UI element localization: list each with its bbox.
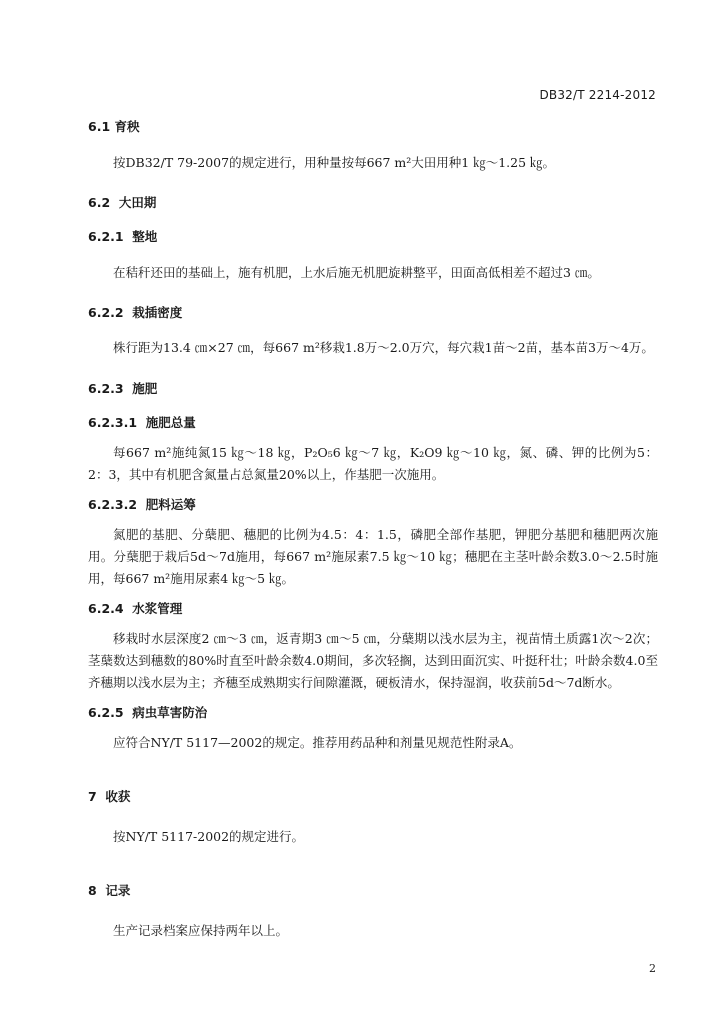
paragraph-6-1: 按DB32/T 79-2007的规定进行，用种量按每667 m²大田用种1 ㎏～1.25 ㎏。	[113, 155, 556, 170]
heading-6-2-3-2: 6.2.3.2 肥料运筹	[88, 497, 196, 512]
document-body	[88, 118, 658, 942]
heading-7: 7 收获	[88, 789, 131, 804]
paragraph-6-2-1: 在秸秆还田的基础上，施有机肥，上水后施无机肥旋耕整平，田面高低相差不超过3 ㎝。	[113, 265, 600, 280]
heading-6-2-3: 6.2.3 施肥	[88, 381, 158, 396]
heading-6-1: 6.1 育秧	[88, 119, 140, 134]
paragraph-6-2-4: 移栽时水层深度2 ㎝～3 ㎝，返青期3 ㎝～5 ㎝，分蘖期以浅水层为主，视苗情土质露1次～2次；茎蘖数达到穗数的80%时直至叶龄余数4.0期间，多次轻搁，达到田面沉实、叶挺秆壮；叶龄余数4.0至齐穗期以浅水层为主；齐穗至成熟期实行间隙灌溉，硬板清水，保持湿润，收获前5d～7d断水。	[88, 631, 658, 690]
paragraph-6-2-3-1: 每667 m²施纯氮15 ㎏～18 ㎏，P₂O₅6 ㎏～7 ㎏，K₂O9 ㎏～10 ㎏，氮、磷、钾的比例为5：2：3，其中有机肥含氮量占总氮量20%以上，作基肥一次施用。	[88, 445, 658, 482]
heading-6-2-4: 6.2.4 水浆管理	[88, 601, 183, 616]
heading-6-2-1: 6.2.1 整地	[88, 229, 158, 244]
heading-8: 8 记录	[88, 883, 131, 898]
heading-6-2-5: 6.2.5 病虫草害防治	[88, 705, 208, 720]
paragraph-8: 生产记录档案应保持两年以上。	[113, 923, 289, 938]
document-header-code: DB32/T 2214-2012	[539, 88, 656, 102]
paragraph-6-2-2: 株行距为13.4 ㎝×27 ㎝，每667 m²移栽1.8万～2.0万穴，每穴栽1苗～2苗，基本苗3万～4万。	[113, 340, 654, 355]
heading-6-2: 6.2 大田期	[88, 195, 157, 210]
page-number: 2	[649, 962, 656, 975]
heading-6-2-2: 6.2.2 栽插密度	[88, 305, 183, 320]
heading-6-2-3-1: 6.2.3.1 施肥总量	[88, 415, 196, 430]
paragraph-7: 按NY/T 5117-2002的规定进行。	[113, 829, 305, 844]
paragraph-6-2-3-2: 氮肥的基肥、分蘖肥、穗肥的比例为4.5：4：1.5，磷肥全部作基肥，钾肥分基肥和穗肥两次施用。分蘖肥于栽后5d～7d施用，每667 m²施尿素7.5 ㎏～10 ㎏；穗肥在主茎叶龄余数3.0～2.5时施用，每667 m²施用尿素4 ㎏～5 ㎏。	[88, 527, 658, 586]
paragraph-6-2-5: 应符合NY/T 5117—2002的规定。推荐用药品种和剂量见规范性附录A。	[113, 735, 522, 750]
